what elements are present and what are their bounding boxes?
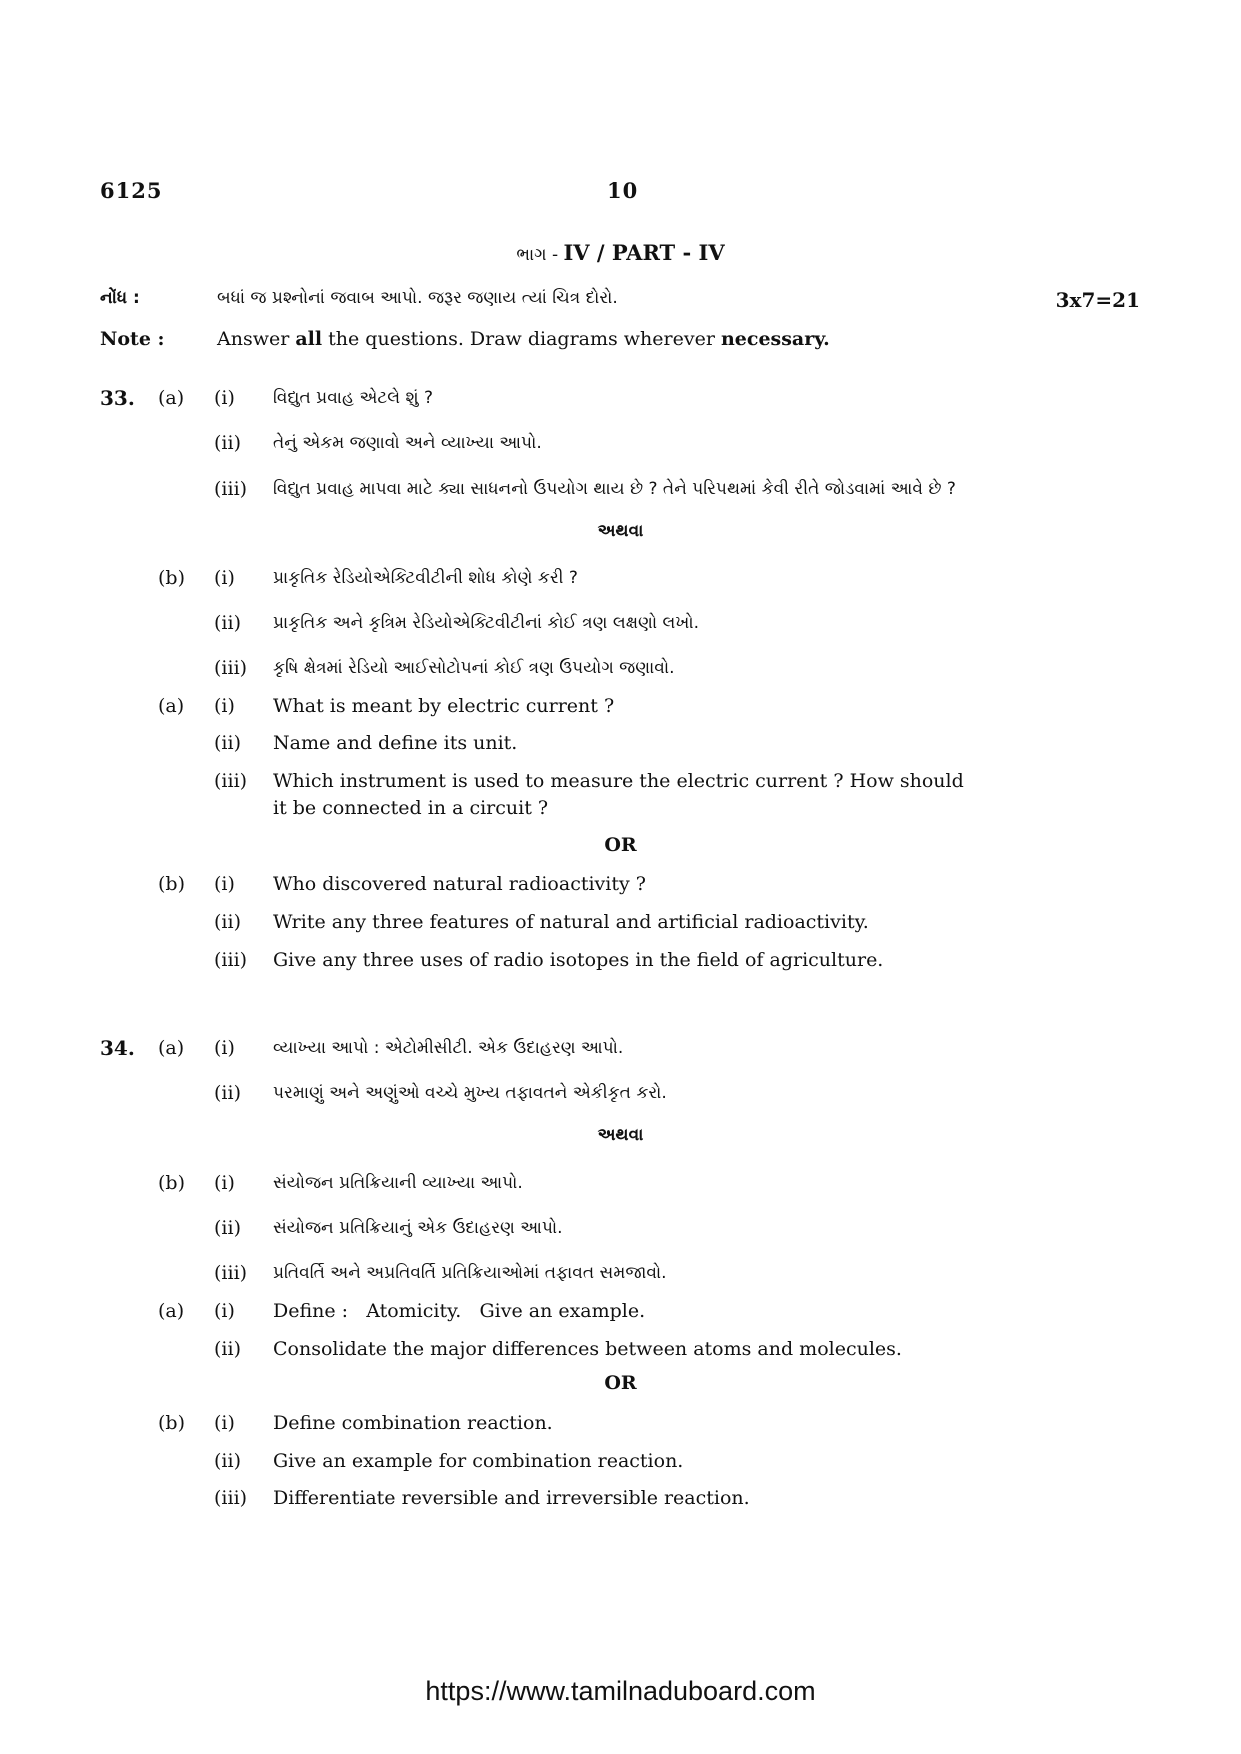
question-text: Differentiate reversible and irreversible reaction. — [273, 1487, 750, 1509]
roman-numeral: (ii) — [214, 612, 241, 634]
question-text: પરમાણું અને અણુંઓ વચ્ચે મુખ્ય તફાવતને એકીકૃત કરો. — [273, 1083, 667, 1103]
roman-numeral: (i) — [214, 1172, 235, 1194]
roman-numeral: (iii) — [214, 1487, 248, 1509]
note-text-c: the questions. Draw diagrams wherever — [322, 328, 721, 350]
note-text-bold-all: all — [295, 328, 323, 350]
question-letter: (b) — [158, 1172, 185, 1194]
or-divider-gujarati: અથવા — [597, 521, 644, 541]
roman-numeral: (i) — [214, 567, 235, 589]
roman-numeral: (iii) — [214, 949, 248, 971]
roman-numeral: (iii) — [214, 657, 248, 679]
question-text: પ્રાકૃતિક રેડિયોએક્ટિવીટીની શોધ કોણે કરી ? — [273, 568, 578, 588]
footer-url[interactable]: https://www.tamilnaduboard.com — [425, 1676, 816, 1706]
roman-numeral: (iii) — [214, 770, 248, 792]
question-text: Who discovered natural radioactivity ? — [273, 873, 646, 895]
part-heading-gujarati: ભાગ - — [516, 245, 564, 265]
question-text: Define combination reaction. — [273, 1412, 553, 1434]
question-letter: (a) — [158, 1037, 185, 1059]
part-heading-english: PART - IV — [611, 240, 725, 265]
question-text: વ્યાખ્યા આપો : એટોમીસીટી. એક ઉદાહરણ આપો. — [273, 1038, 624, 1058]
question-text: Consolidate the major differences between atoms and molecules. — [273, 1338, 902, 1360]
note-text-english — [217, 328, 830, 350]
part-roman: IV — [563, 240, 590, 265]
question-text: What is meant by electric current ? — [273, 695, 615, 717]
question-number: 33. — [100, 386, 135, 410]
note-text-bold-necessary: necessary. — [720, 328, 830, 350]
question-number: 34. — [100, 1036, 135, 1060]
roman-numeral: (ii) — [214, 432, 241, 454]
question-letter: (b) — [158, 873, 185, 895]
roman-numeral: (i) — [214, 1300, 235, 1322]
question-letter: (a) — [158, 695, 185, 717]
part-slash: / — [589, 240, 612, 265]
question-text — [273, 768, 1093, 822]
question-text-line-2: it be connected in a circuit ? — [273, 797, 549, 819]
question-text: પ્રતિવર્તિ અને અપ્રતિવર્તિ પ્રતિક્રિયાઓમાં તફાવત સમજાવો. — [273, 1263, 667, 1283]
question-text: સંયોજન પ્રતિક્રિયાની વ્યાખ્યા આપો. — [273, 1173, 523, 1193]
question-text-line-1: Which instrument is used to measure the electric current ? How should — [273, 770, 964, 792]
roman-numeral: (ii) — [214, 911, 241, 933]
roman-numeral: (i) — [214, 873, 235, 895]
page-number: 10 — [607, 178, 639, 203]
question-letter: (a) — [158, 1300, 185, 1322]
roman-numeral: (i) — [214, 695, 235, 717]
roman-numeral: (ii) — [214, 1338, 241, 1360]
part-heading — [0, 240, 1241, 265]
roman-numeral: (i) — [214, 387, 235, 409]
note-label-gujarati: નોંધ : — [100, 288, 140, 308]
question-text: Name and define its unit. — [273, 732, 518, 754]
paper-code: 6125 — [100, 178, 163, 203]
roman-numeral: (ii) — [214, 1450, 241, 1472]
roman-numeral: (ii) — [214, 1082, 241, 1104]
roman-numeral: (ii) — [214, 732, 241, 754]
question-text: પ્રાકૃતિક અને કૃત્રિમ રેડિયોએક્ટિવીટીનાં કોઈ ત્રણ લક્ષણો લખો. — [273, 613, 700, 633]
roman-numeral: (ii) — [214, 1217, 241, 1239]
question-text: Define : Atomicity. Give an example. — [273, 1300, 646, 1322]
note-text-gujarati: બધાં જ પ્રશ્નોનાં જવાબ આપો. જરૂર જણાય ત્યાં ચિત્ર દોરો. — [217, 288, 618, 308]
note-label-english: Note : — [100, 328, 165, 350]
question-text: વિદ્યુત પ્રવાહ માપવા માટે ક્યા સાધનનો ઉપયોગ થાય છે ? તેને પરિપથમાં કેવી રીતે જોડવામાં આવે છે ? — [273, 479, 956, 499]
roman-numeral: (iii) — [214, 478, 248, 500]
question-letter: (b) — [158, 1412, 185, 1434]
question-text: સંયોજન પ્રતિક્રિયાનું એક ઉદાહરણ આપો. — [273, 1218, 563, 1238]
question-text: Write any three features of natural and artificial radioactivity. — [273, 911, 869, 933]
question-letter: (b) — [158, 567, 185, 589]
note-text-a: Answer — [217, 328, 296, 350]
question-text: Give an example for combination reaction. — [273, 1450, 684, 1472]
roman-numeral: (iii) — [214, 1262, 248, 1284]
question-text: વિદ્યુત પ્રવાહ એટલે શું ? — [273, 388, 434, 408]
roman-numeral: (i) — [214, 1412, 235, 1434]
or-divider-english: OR — [604, 1372, 637, 1394]
or-divider-gujarati: અથવા — [597, 1125, 644, 1145]
marks-allocation: 3x7=21 — [1055, 288, 1140, 312]
roman-numeral: (i) — [214, 1037, 235, 1059]
question-text: કૃષિ ક્ષેત્રમાં રેડિયો આઈસોટોપનાં કોઈ ત્રણ ઉપયોગ જણાવો. — [273, 658, 675, 678]
question-letter: (a) — [158, 387, 185, 409]
or-divider-english: OR — [604, 834, 637, 856]
question-text: Give any three uses of radio isotopes in the field of agriculture. — [273, 949, 884, 971]
question-text: તેનું એકમ જણાવો અને વ્યાખ્યા આપો. — [273, 433, 542, 453]
